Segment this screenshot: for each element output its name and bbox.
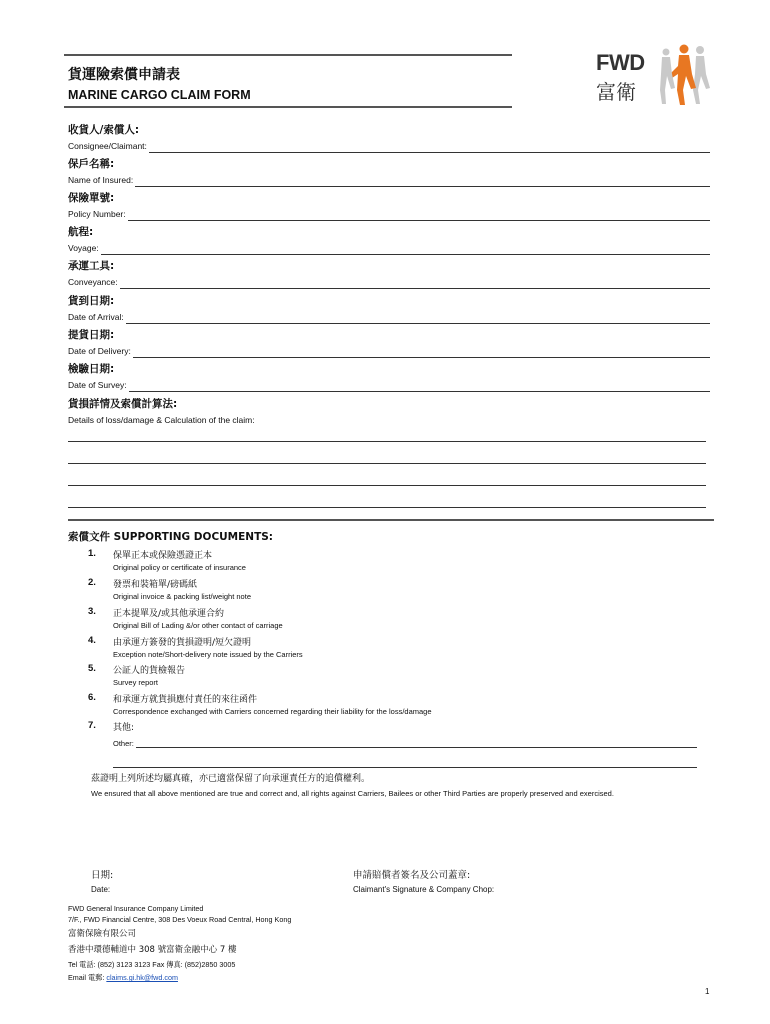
runners-icon: [656, 44, 710, 106]
signature-label-zh: 申請賠償者簽名及公司蓋章:: [353, 870, 471, 881]
loss-details-line-2[interactable]: [68, 463, 706, 464]
footer-address-en: 7/F., FWD Financial Centre, 308 Des Voeux Road Central, Hong Kong: [68, 915, 292, 924]
field-label-en: Details of loss/damage & Calculation of the claim:: [68, 415, 255, 425]
doc-number: 7.: [88, 720, 96, 731]
field-label-zh: 航程:: [68, 226, 94, 238]
field-label-zh: 承運工具:: [68, 260, 115, 272]
footer-company-zh: 富衛保險有限公司: [68, 929, 137, 939]
doc-label-zh: 其他:: [113, 723, 135, 733]
field-date-of-arrival: [68, 293, 710, 324]
doc-label-zh: 由承運方簽發的貨損證明/短欠證明: [113, 638, 252, 648]
field-label-zh: 貨損詳情及索償計算法:: [68, 398, 178, 410]
doc-label-en: Correspondence exchanged with Carriers concerned regarding their liability for the loss/damage: [113, 707, 432, 716]
doc-label-zh: 保單正本或保險憑證正本: [113, 551, 213, 561]
field-label-zh: 提貨日期:: [68, 329, 115, 341]
consignee-input-line[interactable]: [149, 143, 710, 153]
field-voyage: [68, 224, 710, 255]
other-label: Other:: [113, 739, 134, 748]
field-label-en: Name of Insured:: [68, 175, 134, 185]
arrival-date-input-line[interactable]: [126, 314, 710, 324]
footer-email-label: Email 電郵:: [68, 973, 105, 982]
field-date-of-delivery: [68, 327, 710, 358]
other-input-line-2[interactable]: [113, 767, 697, 768]
date-label-zh: 日期:: [91, 870, 114, 881]
field-label-en: Date of Arrival:: [68, 312, 124, 322]
delivery-date-input-line[interactable]: [133, 348, 710, 358]
doc-label-en: Survey report: [113, 678, 159, 687]
field-loss-details: [68, 396, 710, 427]
doc-number: 2.: [88, 577, 96, 588]
doc-number: 6.: [88, 692, 96, 703]
footer-tel-fax: Tel 電話: (852) 3123 3123 Fax 傳真: (852)2850 3005: [68, 960, 236, 969]
date-label-en: Date:: [91, 885, 111, 894]
doc-label-zh: 正本提單及/或其他承運合約: [113, 609, 225, 619]
doc-label-en: Original invoice & packing list/weight note: [113, 592, 251, 601]
field-label-en: Date of Survey:: [68, 380, 127, 390]
doc-label-zh: 和承運方就貨損應付責任的來往函件: [113, 695, 258, 705]
declaration-en: We ensured that all above mentioned are true and correct and, all rights against Carriers, Bailees or other Third Parties are properly preserved and exercised.: [91, 789, 614, 798]
supporting-documents-title: 索償文件 SUPPORTING DOCUMENTS:: [68, 531, 274, 543]
conveyance-input-line[interactable]: [120, 279, 710, 289]
title-rule-bottom: [64, 106, 512, 108]
field-name-of-insured: [68, 156, 710, 187]
field-label-en: Date of Delivery:: [68, 346, 131, 356]
loss-details-line-3[interactable]: [68, 485, 706, 486]
field-consignee: [68, 122, 710, 153]
section-divider: [68, 519, 714, 521]
doc-number: 3.: [88, 606, 96, 617]
page-number: 1: [705, 987, 710, 996]
fwd-logo: [590, 44, 710, 106]
logo-chinese: 富衛: [596, 80, 636, 104]
field-label-zh: 貨到日期:: [68, 295, 115, 307]
other-documents-row: [113, 739, 697, 748]
doc-label-zh: 公証人的貨檢報告: [113, 666, 186, 676]
declaration-zh: 茲證明上列所述均屬真確，亦已適當保留了向承運責任方的追償權利。: [91, 774, 371, 784]
field-label-zh: 收貨人/索償人:: [68, 124, 140, 136]
field-policy-number: [68, 190, 710, 221]
doc-number: 5.: [88, 663, 96, 674]
field-label-zh: 保戶名稱:: [68, 158, 115, 170]
field-label-en: Policy Number:: [68, 209, 126, 219]
doc-label-en: Exception note/Short-delivery note issued by the Carriers: [113, 650, 303, 659]
footer-email-row: [68, 973, 178, 983]
doc-number: 1.: [88, 548, 96, 559]
loss-details-line-4[interactable]: [68, 507, 706, 508]
field-label-zh: 檢驗日期:: [68, 363, 115, 375]
insured-name-input-line[interactable]: [135, 177, 710, 187]
signature-label-en: Claimant's Signature & Company Chop:: [353, 885, 495, 894]
field-label-en: Voyage:: [68, 243, 99, 253]
footer-email-link[interactable]: claims.gi.hk@fwd.com: [106, 973, 178, 982]
field-label-en: Consignee/Claimant:: [68, 141, 147, 151]
doc-label-en: Original policy or certificate of insurance: [113, 563, 246, 572]
form-title-zh: 貨運險索償申請表: [68, 67, 180, 83]
loss-details-line-1[interactable]: [68, 441, 706, 442]
doc-label-en: Original Bill of Lading &/or other contact of carriage: [113, 621, 283, 630]
doc-label-zh: 發票和裝箱單/磅碼紙: [113, 580, 198, 590]
logo-wordmark: FWD: [596, 50, 645, 75]
footer-company-en: FWD General Insurance Company Limited: [68, 904, 204, 913]
voyage-input-line[interactable]: [101, 245, 710, 255]
survey-date-input-line[interactable]: [129, 382, 710, 392]
field-date-of-survey: [68, 361, 710, 392]
form-title-en: MARINE CARGO CLAIM FORM: [68, 88, 251, 102]
field-label-en: Conveyance:: [68, 277, 118, 287]
doc-number: 4.: [88, 635, 96, 646]
footer-address-zh: 香港中環德輔道中 308 號富衛金融中心 7 樓: [68, 945, 237, 955]
title-rule-top: [64, 54, 512, 56]
field-label-zh: 保險單號:: [68, 192, 115, 204]
policy-number-input-line[interactable]: [128, 211, 710, 221]
field-conveyance: [68, 258, 710, 289]
other-input-line[interactable]: [136, 739, 697, 748]
